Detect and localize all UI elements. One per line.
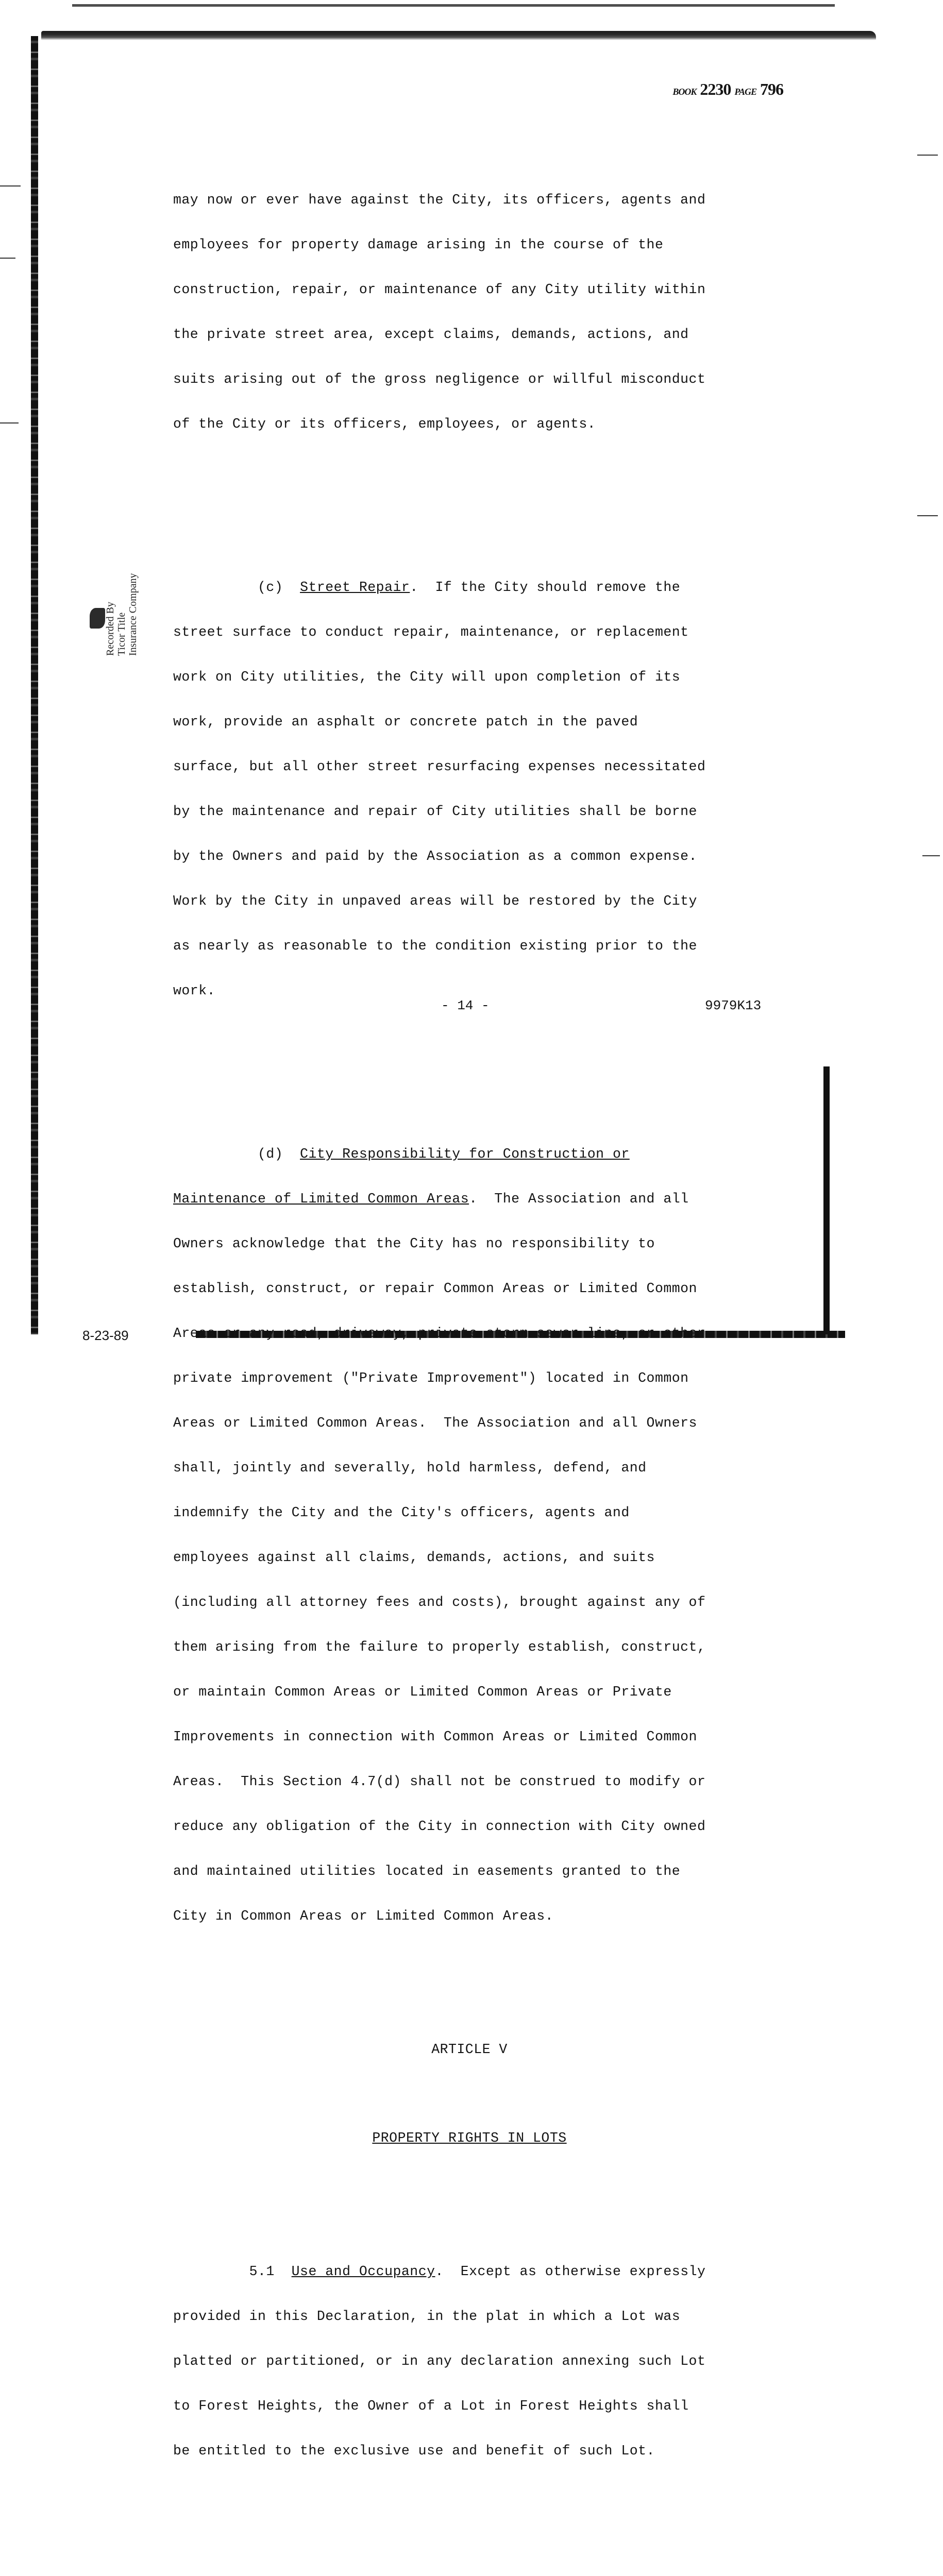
page-number: 796 xyxy=(760,80,783,98)
section-5-1-number: 5.1 xyxy=(249,2264,275,2279)
text-line: work, provide an asphalt or concrete patch in the paved xyxy=(173,714,638,730)
date-stamp: 8-23-89 xyxy=(82,1328,129,1343)
margin-tick xyxy=(0,422,19,423)
text-line: Areas or Limited Common Areas. The Association and all Owners xyxy=(173,1415,697,1431)
text-line: provided in this Declaration, in the plat in which a Lot was xyxy=(173,2309,681,2324)
text-line: Owners acknowledge that the City has no responsibility to xyxy=(173,1236,655,1251)
scan-edge-top-thin xyxy=(72,4,835,7)
text-line: reduce any obligation of the City in connection with City owned xyxy=(173,1819,706,1834)
text-line: . The Association and all xyxy=(469,1191,689,1207)
text-line: and maintained utilities located in easements granted to the xyxy=(173,1863,681,1879)
book-label: BOOK xyxy=(672,87,697,97)
section-d-city-responsibility xyxy=(173,1117,766,1954)
section-5-1-use-and-occupancy xyxy=(173,2234,766,2488)
stamp-line-1: Recorded By xyxy=(105,602,116,656)
text-line: (including all attorney fees and costs), brought against any of xyxy=(173,1595,706,1610)
margin-tick xyxy=(922,855,940,856)
text-line: as nearly as reasonable to the condition existing prior to the xyxy=(173,938,697,954)
text-line: . If the City should remove the xyxy=(410,580,681,595)
text-line: by the Owners and paid by the Association as a common expense. xyxy=(173,849,697,864)
article-title: ARTICLE V xyxy=(431,2042,508,2057)
paragraph-continuation xyxy=(173,163,766,462)
text-line: indemnify the City and the City's officers, agents and xyxy=(173,1505,630,1520)
margin-tick xyxy=(0,185,21,187)
section-c-label: (c) xyxy=(258,580,283,595)
book-number: 2230 xyxy=(700,80,731,98)
scan-edge-left xyxy=(31,36,38,1334)
text-line: them arising from the failure to properly establish, construct, xyxy=(173,1639,706,1655)
margin-tick xyxy=(917,155,938,156)
text-line: Areas or any road, driveway, private storm sewer line, or other xyxy=(173,1326,706,1341)
recorder-stamp xyxy=(83,510,156,656)
text-line: of the City or its officers, employees, or agents. xyxy=(173,416,596,432)
text-line: work on City utilities, the City will upon completion of its xyxy=(173,669,681,685)
text-line: to Forest Heights, the Owner of a Lot in Forest Heights shall xyxy=(173,2398,689,2414)
text-line: employees for property damage arising in the course of the xyxy=(173,237,664,252)
text-line: employees against all claims, demands, actions, and suits xyxy=(173,1550,655,1565)
stamp-line-3: Insurance Company xyxy=(127,573,139,656)
section-c-title: Street Repair xyxy=(300,580,410,595)
text-line: surface, but all other street resurfacing expenses necessitated xyxy=(173,759,706,774)
margin-tick xyxy=(0,258,15,259)
text-line: establish, construct, or repair Common Areas or Limited Common xyxy=(173,1281,697,1296)
text-line: Work by the City in unpaved areas will be restored by the City xyxy=(173,893,697,909)
text-line: may now or ever have against the City, its officers, agents and xyxy=(173,192,706,208)
section-d-title-1: City Responsibility for Construction or xyxy=(300,1146,630,1162)
text-line: street surface to conduct repair, maintenance, or replacement xyxy=(173,624,689,640)
text-line: suits arising out of the gross negligence or willful misconduct xyxy=(173,371,706,387)
page-label: PAGE xyxy=(734,87,756,97)
page-number-footer: - 14 - xyxy=(441,998,490,1013)
text-line: City in Common Areas or Limited Common Areas. xyxy=(173,1908,554,1924)
text-line: private improvement ("Private Improvement") located in Common xyxy=(173,1370,689,1386)
text-line: be entitled to the exclusive use and benefit of such Lot. xyxy=(173,2443,655,2459)
book-page-stamp xyxy=(672,80,783,99)
text-line: construction, repair, or maintenance of any City utility within xyxy=(173,282,706,297)
text-line: or maintain Common Areas or Limited Common Areas or Private xyxy=(173,1684,672,1700)
text-line: Improvements in connection with Common Areas or Limited Common xyxy=(173,1729,697,1744)
section-d-title-2: Maintenance of Limited Common Areas xyxy=(173,1191,469,1207)
text-line: platted or partitioned, or in any declaration annexing such Lot xyxy=(173,2353,706,2369)
document-body xyxy=(173,133,766,2576)
stamp-line-2: Ticor Title xyxy=(116,612,127,656)
scan-edge-top xyxy=(41,31,876,40)
document-code: 9979K13 xyxy=(705,998,762,1013)
text-line: Areas. This Section 4.7(d) shall not be construed to modify or xyxy=(173,1774,706,1789)
text-line: shall, jointly and severally, hold harmless, defend, and xyxy=(173,1460,647,1476)
section-5-1-title: Use and Occupancy xyxy=(291,2264,435,2279)
section-d-label: (d) xyxy=(258,1146,283,1162)
text-line: by the maintenance and repair of City utilities shall be borne xyxy=(173,804,697,819)
text-line: work. xyxy=(173,983,216,998)
scan-edge-right xyxy=(823,1066,830,1334)
section-c-street-repair xyxy=(173,550,766,1028)
margin-tick xyxy=(917,515,938,516)
text-line: . Except as otherwise expressly xyxy=(435,2264,706,2279)
text-line: the private street area, except claims, demands, actions, and xyxy=(173,327,689,342)
article-subtitle: PROPERTY RIGHTS IN LOTS xyxy=(372,2130,567,2146)
